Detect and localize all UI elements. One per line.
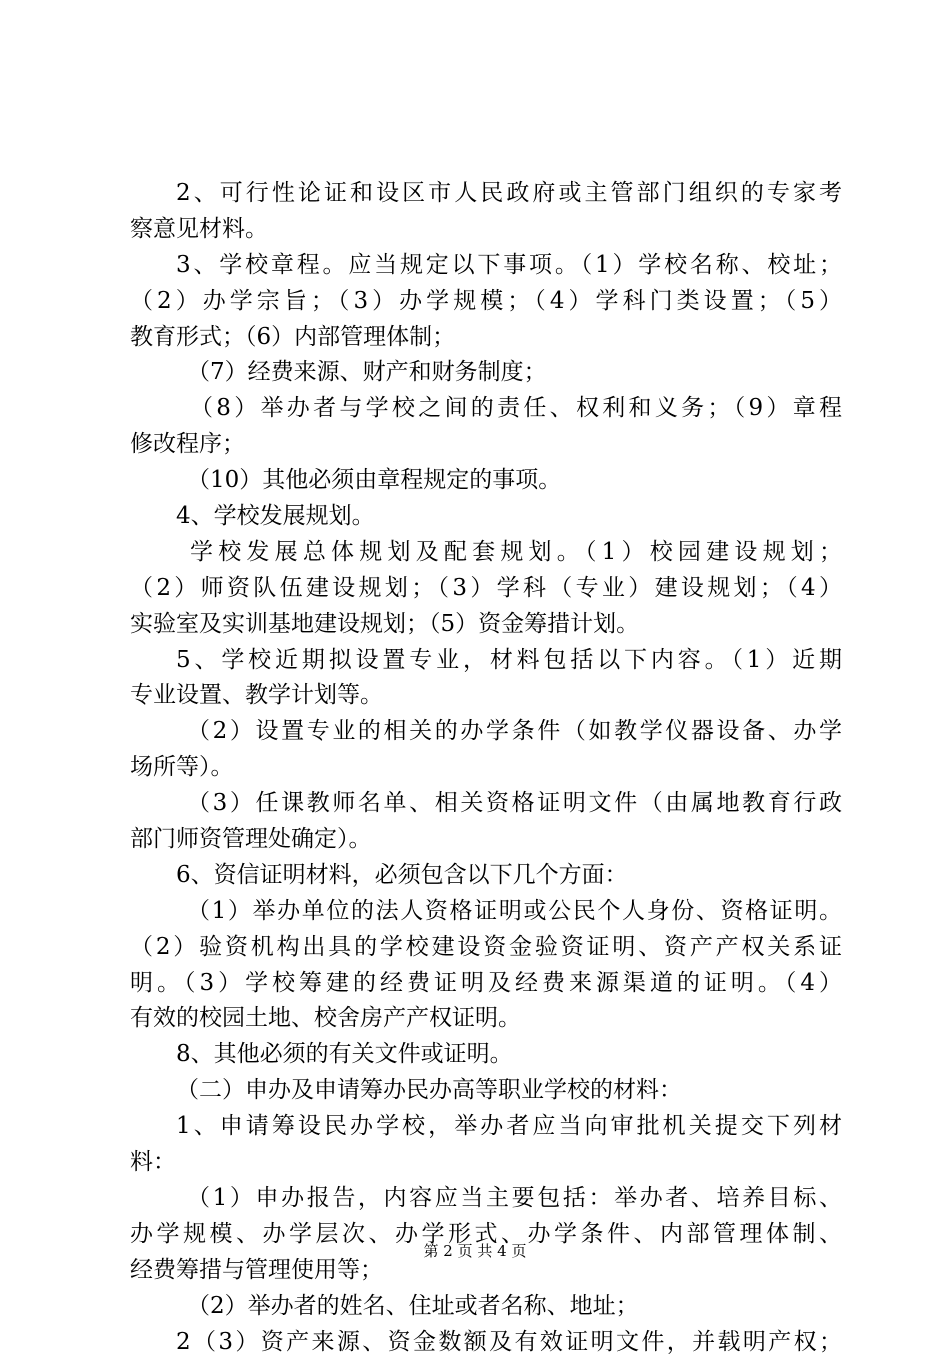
text-line: 3、学校章程。应当规定以下事项。（1）学校名称、校址；: [130, 248, 842, 284]
text-line: 场所等）。: [130, 750, 842, 786]
text-line: 有效的校园土地、校舍房产产权证明。: [130, 1001, 842, 1037]
text-line: （二）申办及申请筹办民办高等职业学校的材料：: [130, 1073, 842, 1109]
text-line: 学校发展总体规划及配套规划。（1）校园建设规划；: [130, 535, 842, 571]
text-line: 料：: [130, 1145, 842, 1181]
text-line: （7）经费来源、财产和财务制度；: [130, 355, 842, 391]
text-line: （2）验资机构出具的学校建设资金验资证明、资产产权关系证: [130, 930, 842, 966]
text-line: （2）举办者的姓名、住址或者名称、地址；: [130, 1289, 842, 1325]
text-line: 教育形式；（6）内部管理体制；: [130, 320, 842, 356]
text-line: 修改程序；: [130, 427, 842, 463]
text-line: 6、资信证明材料，必须包含以下几个方面：: [130, 858, 842, 894]
text-line: （8）举办者与学校之间的责任、权利和义务；（9）章程: [130, 391, 842, 427]
text-line: 8、其他必须的有关文件或证明。: [130, 1037, 842, 1073]
text-line: 5、学校近期拟设置专业，材料包括以下内容。（1）近期: [130, 643, 842, 679]
page-footer: 第 2 页 共 4 页: [0, 1241, 950, 1261]
document-body: [130, 176, 842, 1360]
text-line: 办学规模、办学层次、办学形式、办学条件、内部管理体制、: [130, 1217, 842, 1253]
text-line: （2）设置专业的相关的办学条件（如教学仪器设备、办学: [130, 714, 842, 750]
text-line: （2）师资队伍建设规划；（3）学科（专业）建设规划；（4）: [130, 571, 842, 607]
text-line: 实验室及实训基地建设规划；（5）资金筹措计划。: [130, 607, 842, 643]
text-line: 部门师资管理处确定）。: [130, 822, 842, 858]
text-line: 明。（3）学校筹建的经费证明及经费来源渠道的证明。（4）: [130, 966, 842, 1002]
text-line: 2（3）资产来源、资金数额及有效证明文件，并载明产权；: [130, 1325, 842, 1360]
text-line: 4、学校发展规划。: [130, 499, 842, 535]
text-line: 专业设置、教学计划等。: [130, 678, 842, 714]
text-line: （1）举办单位的法人资格证明或公民个人身份、资格证明。: [130, 894, 842, 930]
text-line: 1、申请筹设民办学校，举办者应当向审批机关提交下列材: [130, 1109, 842, 1145]
text-line: 2、可行性论证和设区市人民政府或主管部门组织的专家考: [130, 176, 842, 212]
text-line: 经费筹措与管理使用等；: [130, 1253, 842, 1289]
text-line: （10）其他必须由章程规定的事项。: [130, 463, 842, 499]
text-line: （2）办学宗旨；（3）办学规模；（4）学科门类设置；（5）: [130, 284, 842, 320]
text-line: 察意见材料。: [130, 212, 842, 248]
text-line: （1）申办报告，内容应当主要包括：举办者、培养目标、: [130, 1181, 842, 1217]
text-line: （3）任课教师名单、相关资格证明文件（由属地教育行政: [130, 786, 842, 822]
